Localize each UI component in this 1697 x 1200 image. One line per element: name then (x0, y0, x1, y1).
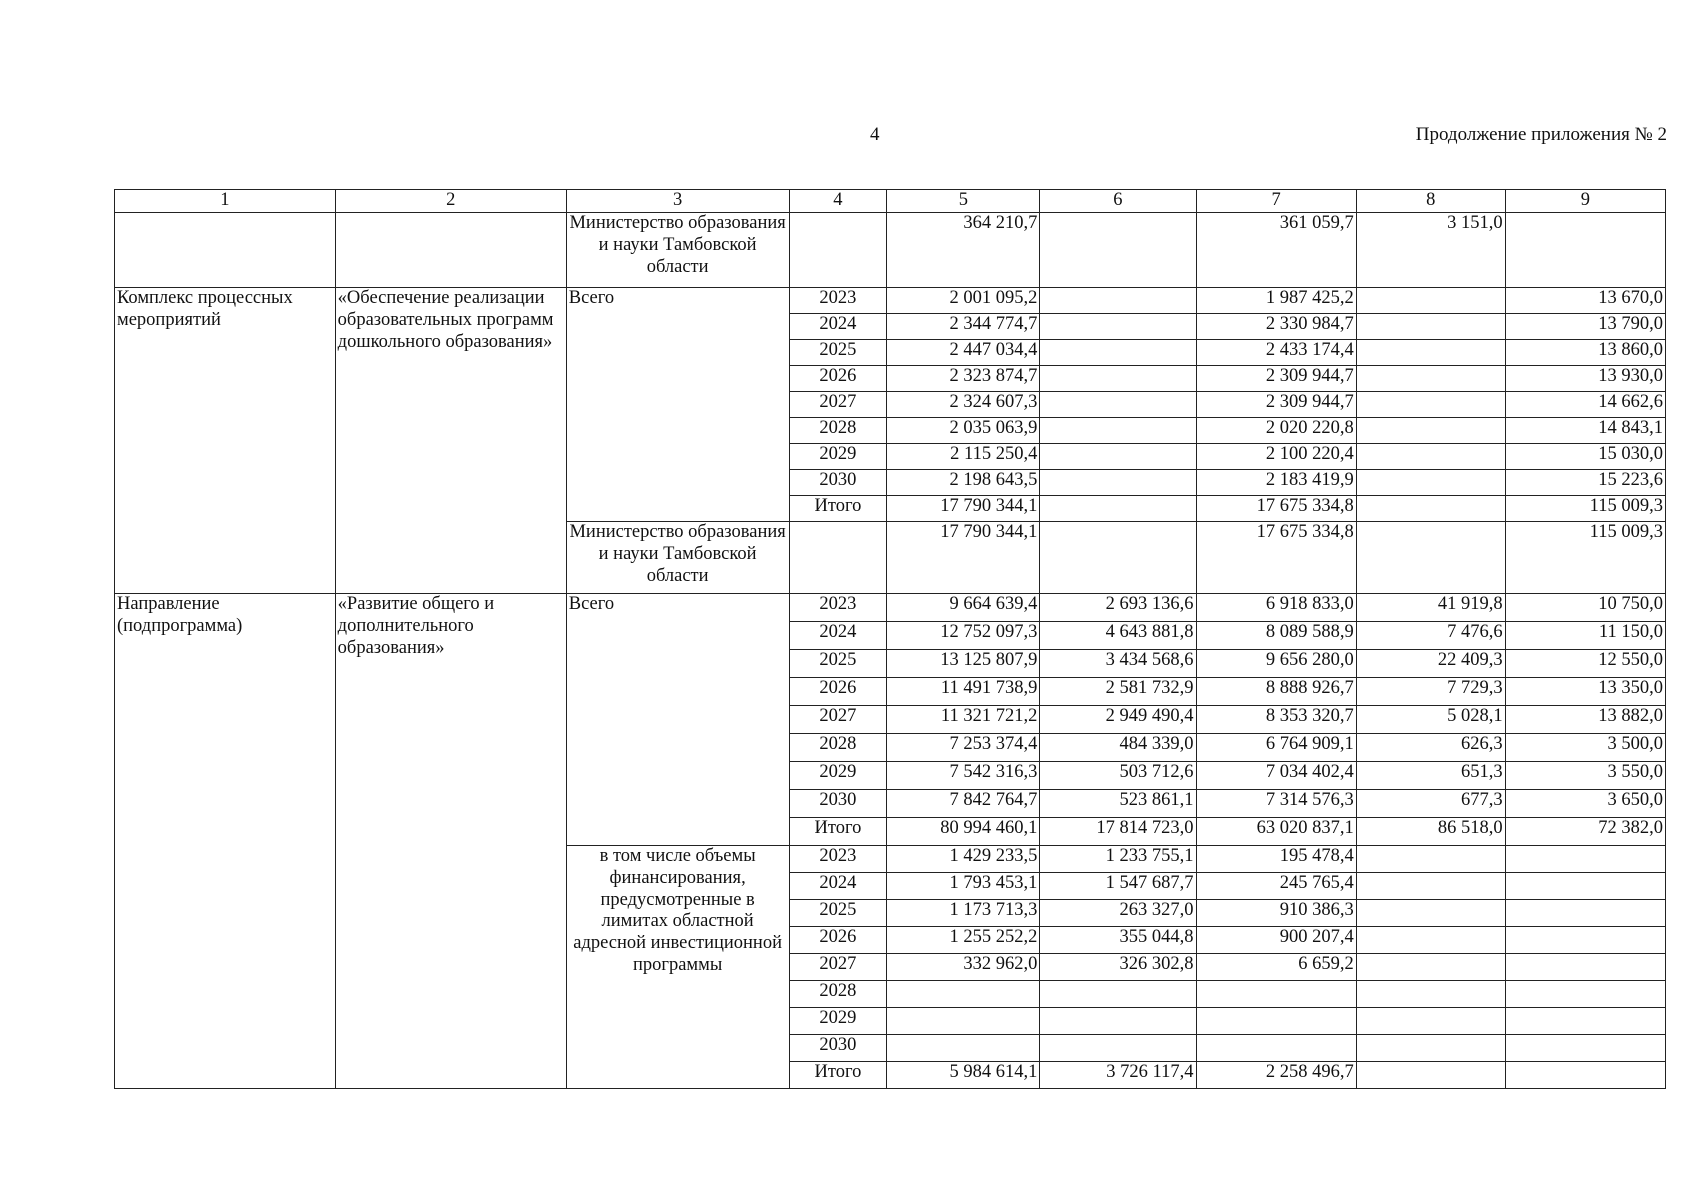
executor-cell: Министерство образования и науки Тамбовской области (566, 522, 789, 594)
value-cell (1196, 981, 1356, 1008)
year-cell: 2025 (789, 650, 887, 678)
year-cell: 2030 (789, 1035, 887, 1062)
value-cell: 2 447 034,4 (887, 340, 1040, 366)
value-cell: 2 693 136,6 (1040, 594, 1196, 622)
value-cell: 14 843,1 (1505, 418, 1665, 444)
value-cell: 503 712,6 (1040, 762, 1196, 790)
value-cell: 2 198 643,5 (887, 470, 1040, 496)
value-cell: 13 790,0 (1505, 314, 1665, 340)
year-cell: 2023 (789, 594, 887, 622)
year-cell: 2028 (789, 981, 887, 1008)
year-cell: 2029 (789, 762, 887, 790)
table-row (115, 594, 1666, 622)
year-cell: 2023 (789, 846, 887, 873)
value-cell (1356, 496, 1505, 522)
value-cell (1040, 981, 1196, 1008)
value-cell: 13 670,0 (1505, 288, 1665, 314)
value-cell (1505, 981, 1665, 1008)
value-cell (1356, 470, 1505, 496)
value-cell: 7 842 764,7 (887, 790, 1040, 818)
value-cell (1040, 288, 1196, 314)
year-cell: 2026 (789, 678, 887, 706)
table-body (115, 213, 1666, 1089)
value-cell: 2 309 944,7 (1196, 366, 1356, 392)
value-cell (1505, 873, 1665, 900)
value-cell (1356, 522, 1505, 594)
executor-cell: Всего (566, 594, 789, 846)
value-cell (1356, 392, 1505, 418)
value-cell: 195 478,4 (1196, 846, 1356, 873)
year-cell: 2024 (789, 314, 887, 340)
value-cell: 86 518,0 (1356, 818, 1505, 846)
value-cell (1040, 444, 1196, 470)
value-cell: 115 009,3 (1505, 522, 1665, 594)
value-cell: 14 662,6 (1505, 392, 1665, 418)
empty-cell (115, 213, 336, 288)
year-cell: 2027 (789, 392, 887, 418)
value-cell: 2 581 732,9 (1040, 678, 1196, 706)
column-header: 7 (1196, 190, 1356, 213)
value-cell: 2 949 490,4 (1040, 706, 1196, 734)
year-cell: 2025 (789, 900, 887, 927)
value-cell: 2 001 095,2 (887, 288, 1040, 314)
value-cell: 361 059,7 (1196, 213, 1356, 288)
value-cell: 2 020 220,8 (1196, 418, 1356, 444)
value-cell (1356, 1062, 1505, 1089)
value-cell: 2 115 250,4 (887, 444, 1040, 470)
value-cell (1505, 1035, 1665, 1062)
value-cell: 2 344 774,7 (887, 314, 1040, 340)
value-cell: 80 994 460,1 (887, 818, 1040, 846)
table-row (115, 213, 1666, 288)
value-cell: 1 173 713,3 (887, 900, 1040, 927)
value-cell: 355 044,8 (1040, 927, 1196, 954)
value-cell: 17 675 334,8 (1196, 522, 1356, 594)
value-cell: 2 258 496,7 (1196, 1062, 1356, 1089)
year-cell: 2029 (789, 1008, 887, 1035)
table-row (115, 288, 1666, 314)
value-cell: 13 350,0 (1505, 678, 1665, 706)
value-cell: 17 790 344,1 (887, 522, 1040, 594)
value-cell: 2 433 174,4 (1196, 340, 1356, 366)
value-cell: 6 918 833,0 (1196, 594, 1356, 622)
value-cell (1040, 1008, 1196, 1035)
appendix-note: Продолжение приложения № 2 (1415, 124, 1667, 145)
value-cell (1356, 418, 1505, 444)
column-header: 4 (789, 190, 887, 213)
value-cell (1505, 846, 1665, 873)
value-cell: 13 930,0 (1505, 366, 1665, 392)
value-cell: 2 330 984,7 (1196, 314, 1356, 340)
value-cell: 7 729,3 (1356, 678, 1505, 706)
value-cell: 17 790 344,1 (887, 496, 1040, 522)
value-cell (1040, 213, 1196, 288)
item-type-cell: Комплекс процессных мероприятий (115, 288, 336, 594)
financing-table (114, 189, 1666, 1089)
value-cell: 910 386,3 (1196, 900, 1356, 927)
year-cell: 2026 (789, 366, 887, 392)
value-cell: 2 309 944,7 (1196, 392, 1356, 418)
value-cell: 10 750,0 (1505, 594, 1665, 622)
value-cell: 9 664 639,4 (887, 594, 1040, 622)
value-cell (1196, 1008, 1356, 1035)
value-cell: 4 643 881,8 (1040, 622, 1196, 650)
value-cell: 3 650,0 (1505, 790, 1665, 818)
value-cell: 13 125 807,9 (887, 650, 1040, 678)
column-header: 3 (566, 190, 789, 213)
value-cell: 364 210,7 (887, 213, 1040, 288)
value-cell (1356, 288, 1505, 314)
executor-cell: Министерство образования и науки Тамбовской области (566, 213, 789, 288)
value-cell: 72 382,0 (1505, 818, 1665, 846)
item-name-cell: «Развитие общего и дополнительного образования» (335, 594, 566, 1089)
value-cell (1196, 1035, 1356, 1062)
value-cell: 63 020 837,1 (1196, 818, 1356, 846)
year-cell: 2028 (789, 734, 887, 762)
item-type-cell: Направление (подпрограмма) (115, 594, 336, 1089)
value-cell: 677,3 (1356, 790, 1505, 818)
value-cell (1505, 954, 1665, 981)
value-cell (1040, 522, 1196, 594)
value-cell: 12 752 097,3 (887, 622, 1040, 650)
value-cell (1505, 900, 1665, 927)
value-cell (1040, 1035, 1196, 1062)
value-cell: 41 919,8 (1356, 594, 1505, 622)
year-cell: 2030 (789, 470, 887, 496)
value-cell (1356, 873, 1505, 900)
value-cell: 332 962,0 (887, 954, 1040, 981)
year-cell: 2028 (789, 418, 887, 444)
value-cell: 245 765,4 (1196, 873, 1356, 900)
value-cell: 17 675 334,8 (1196, 496, 1356, 522)
value-cell: 651,3 (1356, 762, 1505, 790)
value-cell (1356, 1035, 1505, 1062)
page-number: 4 (870, 124, 880, 145)
value-cell (1505, 927, 1665, 954)
value-cell (1356, 340, 1505, 366)
year-cell: 2024 (789, 873, 887, 900)
header-row (115, 190, 1666, 213)
value-cell: 1 547 687,7 (1040, 873, 1196, 900)
value-cell (1040, 496, 1196, 522)
value-cell: 1 429 233,5 (887, 846, 1040, 873)
empty-cell (335, 213, 566, 288)
value-cell: 3 151,0 (1356, 213, 1505, 288)
year-cell: Итого (789, 818, 887, 846)
value-cell: 2 035 063,9 (887, 418, 1040, 444)
value-cell (1356, 954, 1505, 981)
year-cell: 2024 (789, 622, 887, 650)
investment-note-cell: в том числе объемы финансирования, предусмотренные в лимитах областной адресной инвестиционной программы (566, 846, 789, 1089)
year-cell: Итого (789, 496, 887, 522)
column-header: 2 (335, 190, 566, 213)
value-cell: 12 550,0 (1505, 650, 1665, 678)
value-cell (1356, 900, 1505, 927)
value-cell (1356, 314, 1505, 340)
value-cell (1040, 314, 1196, 340)
value-cell: 1 233 755,1 (1040, 846, 1196, 873)
value-cell: 2 323 874,7 (887, 366, 1040, 392)
value-cell (1356, 366, 1505, 392)
value-cell (1505, 1062, 1665, 1089)
value-cell: 3 434 568,6 (1040, 650, 1196, 678)
value-cell: 7 542 316,3 (887, 762, 1040, 790)
value-cell: 115 009,3 (1505, 496, 1665, 522)
column-header: 8 (1356, 190, 1505, 213)
value-cell: 11 321 721,2 (887, 706, 1040, 734)
value-cell: 1 255 252,2 (887, 927, 1040, 954)
value-cell (1356, 444, 1505, 470)
value-cell (1356, 927, 1505, 954)
value-cell: 2 183 419,9 (1196, 470, 1356, 496)
value-cell: 1 793 453,1 (887, 873, 1040, 900)
value-cell: 15 223,6 (1505, 470, 1665, 496)
year-cell: 2030 (789, 790, 887, 818)
value-cell: 17 814 723,0 (1040, 818, 1196, 846)
item-name-cell: «Обеспечение реализации образовательных программ дошкольного образования» (335, 288, 566, 594)
year-cell: Итого (789, 1062, 887, 1089)
column-header: 1 (115, 190, 336, 213)
value-cell: 626,3 (1356, 734, 1505, 762)
value-cell: 326 302,8 (1040, 954, 1196, 981)
year-cell: 2029 (789, 444, 887, 470)
value-cell (1040, 340, 1196, 366)
value-cell: 13 860,0 (1505, 340, 1665, 366)
empty-cell (789, 522, 887, 594)
value-cell: 5 984 614,1 (887, 1062, 1040, 1089)
column-header: 6 (1040, 190, 1196, 213)
year-cell: 2027 (789, 706, 887, 734)
value-cell (1040, 470, 1196, 496)
column-header: 5 (887, 190, 1040, 213)
value-cell (1040, 418, 1196, 444)
value-cell (1356, 1008, 1505, 1035)
value-cell: 5 028,1 (1356, 706, 1505, 734)
value-cell (887, 1008, 1040, 1035)
value-cell: 3 550,0 (1505, 762, 1665, 790)
value-cell (887, 981, 1040, 1008)
value-cell (887, 1035, 1040, 1062)
value-cell (1040, 392, 1196, 418)
value-cell: 263 327,0 (1040, 900, 1196, 927)
executor-cell: Всего (566, 288, 789, 522)
value-cell: 22 409,3 (1356, 650, 1505, 678)
value-cell (1356, 981, 1505, 1008)
value-cell: 8 089 588,9 (1196, 622, 1356, 650)
value-cell: 2 100 220,4 (1196, 444, 1356, 470)
year-cell: 2023 (789, 288, 887, 314)
value-cell: 7 476,6 (1356, 622, 1505, 650)
value-cell: 13 882,0 (1505, 706, 1665, 734)
value-cell: 7 034 402,4 (1196, 762, 1356, 790)
value-cell: 15 030,0 (1505, 444, 1665, 470)
value-cell: 484 339,0 (1040, 734, 1196, 762)
value-cell (1356, 846, 1505, 873)
value-cell: 1 987 425,2 (1196, 288, 1356, 314)
empty-cell (789, 213, 887, 288)
value-cell: 11 150,0 (1505, 622, 1665, 650)
column-header: 9 (1505, 190, 1665, 213)
value-cell (1040, 366, 1196, 392)
year-cell: 2026 (789, 927, 887, 954)
value-cell: 7 253 374,4 (887, 734, 1040, 762)
value-cell: 7 314 576,3 (1196, 790, 1356, 818)
value-cell: 3 726 117,4 (1040, 1062, 1196, 1089)
value-cell: 2 324 607,3 (887, 392, 1040, 418)
value-cell: 8 353 320,7 (1196, 706, 1356, 734)
year-cell: 2025 (789, 340, 887, 366)
value-cell: 8 888 926,7 (1196, 678, 1356, 706)
year-cell: 2027 (789, 954, 887, 981)
value-cell: 900 207,4 (1196, 927, 1356, 954)
value-cell: 523 861,1 (1040, 790, 1196, 818)
value-cell: 6 659,2 (1196, 954, 1356, 981)
value-cell: 11 491 738,9 (887, 678, 1040, 706)
value-cell: 6 764 909,1 (1196, 734, 1356, 762)
value-cell: 3 500,0 (1505, 734, 1665, 762)
value-cell (1505, 213, 1665, 288)
value-cell (1505, 1008, 1665, 1035)
value-cell: 9 656 280,0 (1196, 650, 1356, 678)
